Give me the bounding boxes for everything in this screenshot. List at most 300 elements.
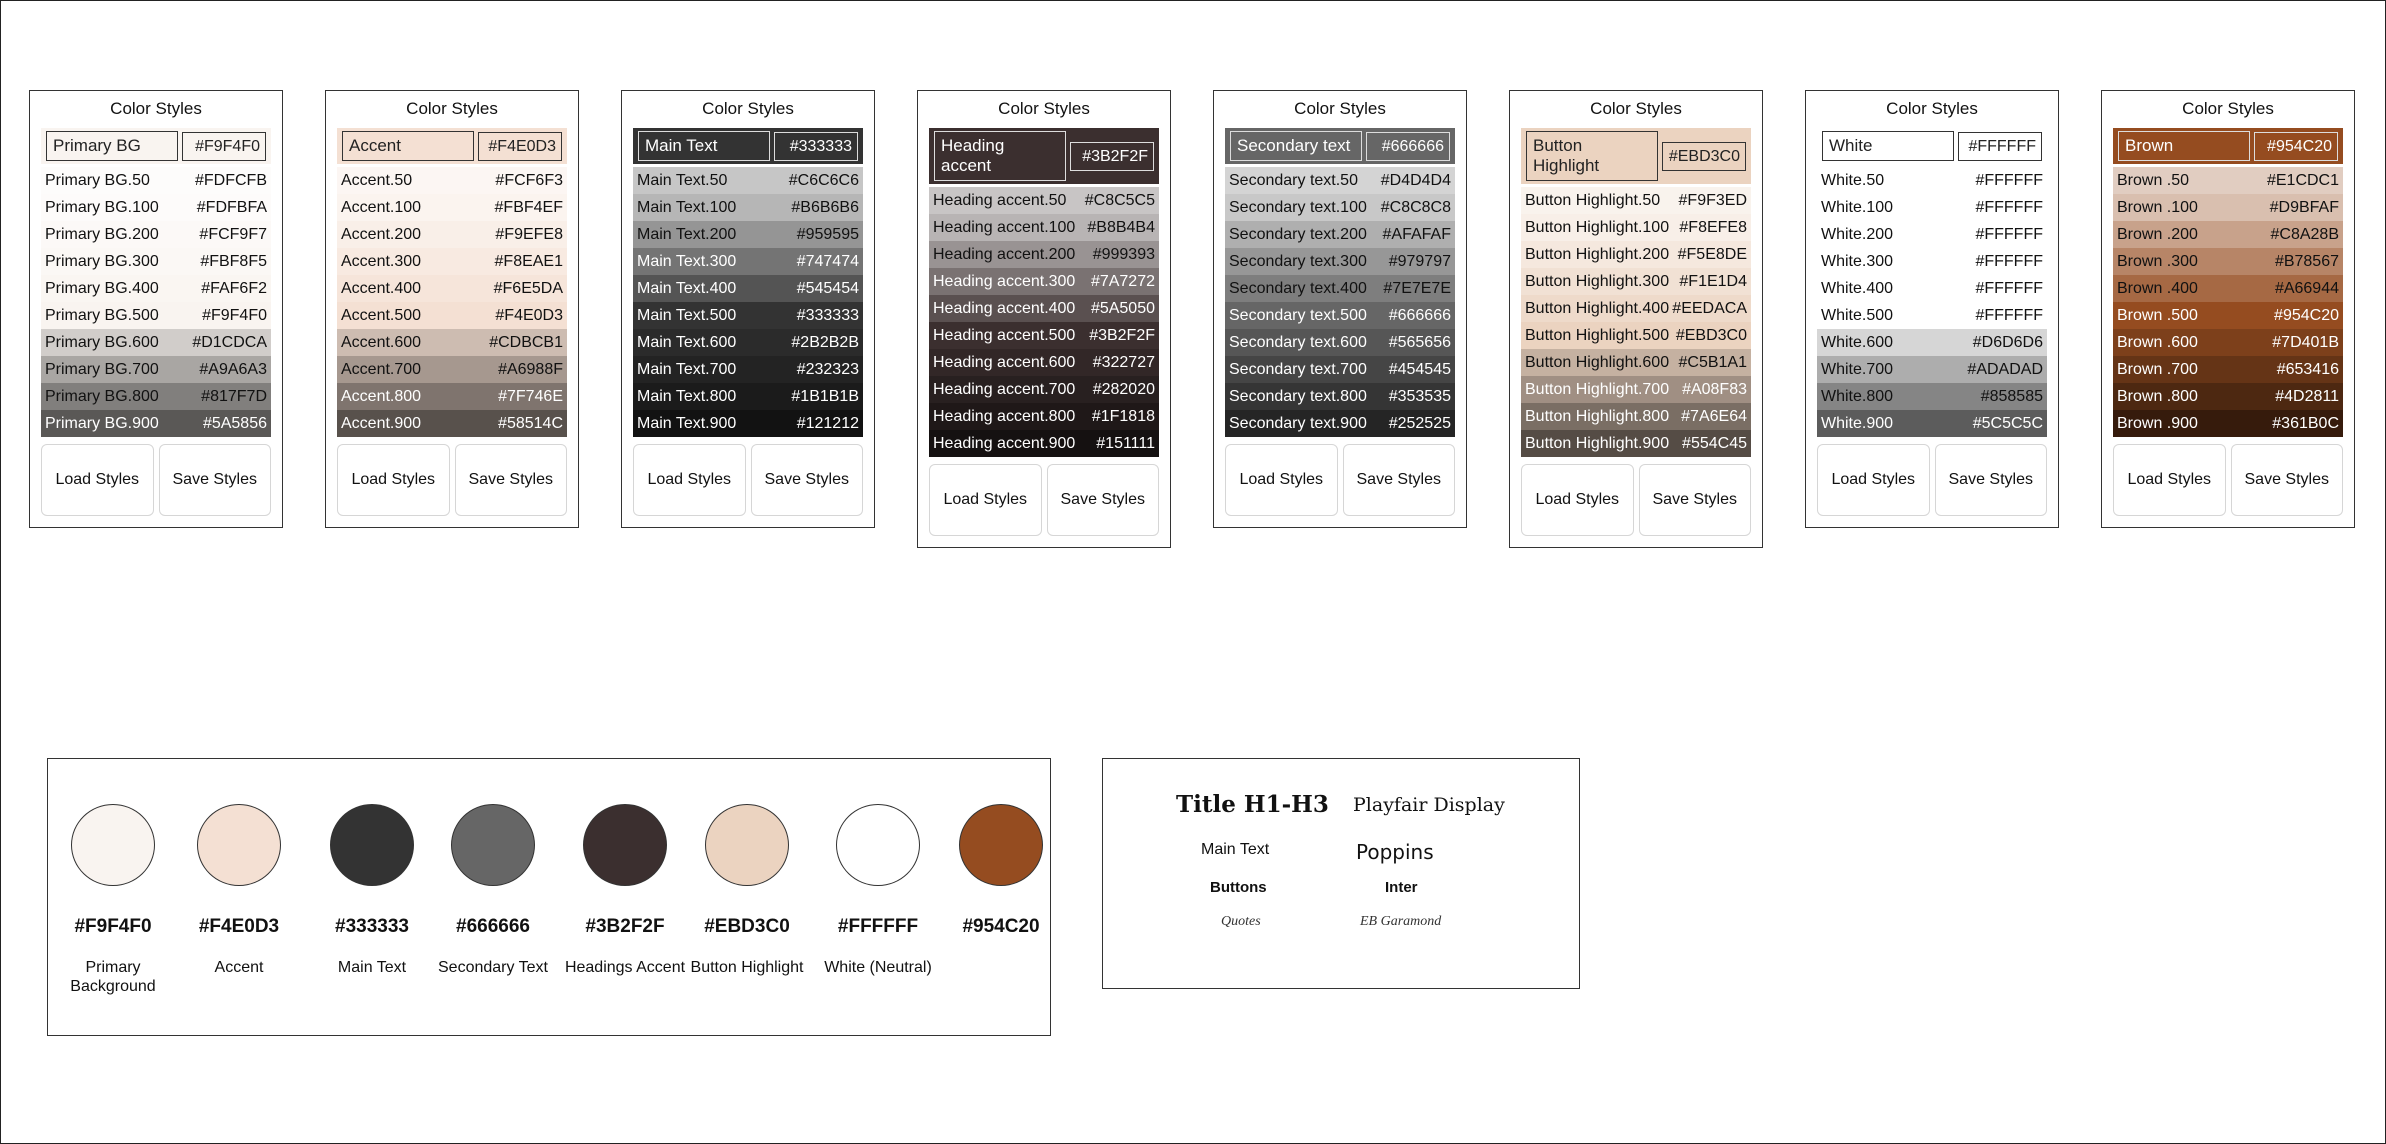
swatch-circle xyxy=(959,804,1043,886)
shade-name: Heading accent.50 xyxy=(933,192,1067,209)
shade-row xyxy=(929,214,1159,241)
shade-row xyxy=(337,194,567,221)
shade-hex: #817F7D xyxy=(201,388,267,405)
shade-name: White.100 xyxy=(1821,199,1894,216)
shade-hex: #FFFFFF xyxy=(1975,199,2043,216)
swatch-hex: #666666 xyxy=(456,916,530,937)
panel-title: Color Styles xyxy=(406,99,498,118)
base-color-row[interactable] xyxy=(1225,128,1455,164)
shade-name: Primary BG.500 xyxy=(45,307,159,324)
shade-name: White.300 xyxy=(1821,253,1894,270)
shade-name: Brown .700 xyxy=(2117,361,2198,378)
shade-row xyxy=(337,383,567,410)
color-styles-panel xyxy=(325,90,579,528)
shade-row xyxy=(929,376,1159,403)
shade-hex: #F9EFE8 xyxy=(495,226,563,243)
shade-name: Heading accent.500 xyxy=(933,327,1076,344)
shade-hex: #E1CDC1 xyxy=(2266,172,2339,189)
swatch-circle xyxy=(451,804,535,886)
shade-hex: #D9BFAF xyxy=(2269,199,2339,216)
panel-actions xyxy=(1225,444,1455,516)
base-color-name[interactable]: Heading accent xyxy=(934,131,1066,181)
shade-hex: #F9F4F0 xyxy=(202,307,267,324)
shade-name: Heading accent.400 xyxy=(933,300,1076,317)
shade-hex: #F1E1D4 xyxy=(1679,273,1747,290)
shade-name: Accent.200 xyxy=(341,226,422,243)
shade-hex: #7E7E7E xyxy=(1383,280,1451,297)
shade-row xyxy=(1225,356,1455,383)
shade-row xyxy=(1521,376,1751,403)
shade-hex: #F4E0D3 xyxy=(495,307,563,324)
shade-name: Brown .400 xyxy=(2117,280,2198,297)
shade-row xyxy=(2113,302,2343,329)
shade-hex: #361B0C xyxy=(2272,415,2339,432)
save-styles-button[interactable]: Save Styles xyxy=(1343,444,1456,516)
base-color-row[interactable] xyxy=(2113,128,2343,164)
color-styles-panel xyxy=(29,90,283,528)
shade-hex: #FDFCFB xyxy=(195,172,267,189)
shade-hex: #322727 xyxy=(1092,354,1155,371)
base-color-hex[interactable]: #954C20 xyxy=(2254,132,2338,161)
title-font-name: Playfair Display xyxy=(1353,794,1505,816)
shade-row xyxy=(41,275,271,302)
shade-row xyxy=(1225,221,1455,248)
shade-name: Main Text.900 xyxy=(637,415,737,432)
save-styles-button[interactable]: Save Styles xyxy=(2231,444,2344,516)
shade-name: Brown .800 xyxy=(2117,388,2198,405)
shade-name: Button Highlight.500 xyxy=(1525,327,1670,344)
swatch-label: White (Neutral) xyxy=(824,959,932,976)
color-swatch xyxy=(428,759,558,977)
shade-name: Accent.700 xyxy=(341,361,422,378)
shade-name: Heading accent.100 xyxy=(933,219,1076,236)
base-color-hex[interactable]: #3B2F2F xyxy=(1070,142,1154,171)
shade-hex: #58514C xyxy=(498,415,563,432)
shade-hex: #979797 xyxy=(1388,253,1451,270)
shade-hex: #7D401B xyxy=(2272,334,2339,351)
load-styles-button[interactable]: Load Styles xyxy=(2113,444,2226,516)
panel-actions xyxy=(1521,464,1751,536)
shade-row xyxy=(1521,349,1751,376)
shade-row xyxy=(1225,383,1455,410)
shade-name: Main Text.50 xyxy=(637,172,728,189)
swatch-hex: #FFFFFF xyxy=(837,916,919,937)
swatch-label: Accent xyxy=(214,959,264,976)
shade-hex: #1F1818 xyxy=(1091,408,1155,425)
shade-row xyxy=(1521,430,1751,457)
shade-row xyxy=(2113,410,2343,437)
color-swatch xyxy=(307,759,437,977)
shade-name: Accent.800 xyxy=(341,388,422,405)
swatch-label: Main Text xyxy=(337,959,407,976)
base-color-name[interactable]: Accent xyxy=(342,131,474,161)
color-swatch xyxy=(48,759,178,996)
shade-row xyxy=(1817,167,2047,194)
shade-hex: #C5B1A1 xyxy=(1678,354,1747,371)
shade-name: White.900 xyxy=(1821,415,1894,432)
shade-hex: #D6D6D6 xyxy=(1972,334,2043,351)
base-color-row[interactable] xyxy=(929,128,1159,184)
shade-hex: #5A5856 xyxy=(202,415,267,432)
shade-hex: #FAF6F2 xyxy=(201,280,267,297)
base-color-hex[interactable]: #FFFFFF xyxy=(1958,132,2042,161)
shade-hex: #232323 xyxy=(796,361,859,378)
shade-name: Main Text.700 xyxy=(637,361,737,378)
shade-hex: #653416 xyxy=(2276,361,2339,378)
shade-hex: #ADADAD xyxy=(1967,361,2043,378)
shade-row xyxy=(633,356,863,383)
shade-row xyxy=(1521,241,1751,268)
shade-hex: #FFFFFF xyxy=(1975,172,2043,189)
shade-row xyxy=(337,329,567,356)
panel-title: Color Styles xyxy=(998,99,1090,118)
base-color-name[interactable]: Primary BG xyxy=(46,131,178,161)
shade-name: Secondary text.100 xyxy=(1229,199,1367,216)
shade-name: Brown .600 xyxy=(2117,334,2198,351)
shade-name: Primary BG.50 xyxy=(45,172,150,189)
shade-row xyxy=(1225,248,1455,275)
shade-row xyxy=(2113,167,2343,194)
shade-hex: #FCF9F7 xyxy=(199,226,267,243)
buttons-font-name: Inter xyxy=(1385,879,1418,896)
shade-hex: #FFFFFF xyxy=(1975,226,2043,243)
color-styles-panel xyxy=(2101,90,2355,528)
panel-actions xyxy=(633,444,863,516)
shade-hex: #D1CDCA xyxy=(192,334,267,351)
shade-name: Button Highlight.100 xyxy=(1525,219,1670,236)
shade-hex: #FBF4EF xyxy=(494,199,563,216)
shade-name: Primary BG.600 xyxy=(45,334,159,351)
shade-row xyxy=(41,383,271,410)
shade-hex: #545454 xyxy=(796,280,859,297)
shade-name: Secondary text.700 xyxy=(1229,361,1367,378)
swatch-circle xyxy=(71,804,155,886)
shade-name: Secondary text.600 xyxy=(1229,334,1367,351)
shade-row xyxy=(633,383,863,410)
shade-row xyxy=(1817,410,2047,437)
color-styles-panel xyxy=(917,90,1171,548)
base-color-row[interactable] xyxy=(41,128,271,164)
quotes-label: Quotes xyxy=(1221,914,1261,929)
swatch-label: Button Highlight xyxy=(690,959,804,976)
shade-row xyxy=(929,268,1159,295)
shade-row xyxy=(633,221,863,248)
base-color-name[interactable]: Button Highlight xyxy=(1526,131,1658,181)
shade-row xyxy=(41,248,271,275)
shade-hex: #AFAFAF xyxy=(1382,226,1451,243)
base-color-row[interactable] xyxy=(337,128,567,164)
panel-actions xyxy=(929,464,1159,536)
base-color-hex[interactable]: #666666 xyxy=(1366,132,1450,161)
shade-name: Heading accent.300 xyxy=(933,273,1076,290)
shade-name: Primary BG.100 xyxy=(45,199,159,216)
base-color-hex[interactable]: #333333 xyxy=(774,132,858,161)
swatch-hex: #F4E0D3 xyxy=(198,916,280,937)
shade-name: Button Highlight.800 xyxy=(1525,408,1670,425)
shade-name: Brown .900 xyxy=(2117,415,2198,432)
shade-row xyxy=(41,167,271,194)
base-color-hex[interactable]: #EBD3C0 xyxy=(1662,142,1746,171)
shade-row xyxy=(1817,194,2047,221)
color-swatch xyxy=(560,759,690,977)
shade-row xyxy=(633,167,863,194)
base-color-name[interactable]: Brown xyxy=(2118,131,2250,161)
base-color-name[interactable]: Main Text xyxy=(638,131,770,161)
shade-name: Accent.900 xyxy=(341,415,422,432)
swatch-hex: #333333 xyxy=(335,916,409,937)
shade-hex: #CDBCB1 xyxy=(489,334,563,351)
load-styles-button[interactable]: Load Styles xyxy=(1817,444,1930,516)
shade-row xyxy=(1225,194,1455,221)
save-styles-button[interactable]: Save Styles xyxy=(1935,444,2048,516)
shade-name: White.600 xyxy=(1821,334,1894,351)
shade-row xyxy=(929,295,1159,322)
shade-hex: #F8EFE8 xyxy=(1679,219,1747,236)
save-styles-button[interactable]: Save Styles xyxy=(455,444,568,516)
color-swatch xyxy=(682,759,812,977)
panel-actions xyxy=(41,444,271,516)
shade-hex: #151111 xyxy=(1096,435,1155,452)
shade-hex: #282020 xyxy=(1092,381,1155,398)
load-styles-button[interactable]: Load Styles xyxy=(633,444,746,516)
panel-title: Color Styles xyxy=(1294,99,1386,118)
shade-row xyxy=(929,430,1159,457)
shade-hex: #EBD3C0 xyxy=(1675,327,1747,344)
shade-name: Brown .500 xyxy=(2117,307,2198,324)
shade-row xyxy=(1225,302,1455,329)
shade-row xyxy=(337,356,567,383)
shade-name: Heading accent.900 xyxy=(933,435,1076,452)
shade-hex: #F9F3ED xyxy=(1678,192,1747,209)
shade-hex: #954C20 xyxy=(2274,307,2339,324)
shade-name: Main Text.300 xyxy=(637,253,737,270)
shade-row xyxy=(1817,383,2047,410)
color-swatch xyxy=(936,759,1066,958)
shade-row xyxy=(1817,248,2047,275)
shade-row xyxy=(929,403,1159,430)
title-h1-h3-label: Title H1-H3 xyxy=(1176,791,1329,818)
shade-hex: #333333 xyxy=(796,307,859,324)
panel-actions xyxy=(2113,444,2343,516)
shade-row xyxy=(929,187,1159,214)
shade-row xyxy=(929,349,1159,376)
shade-name: White.400 xyxy=(1821,280,1894,297)
shade-hex: #FBF8F5 xyxy=(200,253,267,270)
main-text-label: Main Text xyxy=(1201,841,1270,858)
shade-row xyxy=(633,410,863,437)
panel-title: Color Styles xyxy=(702,99,794,118)
load-styles-button[interactable]: Load Styles xyxy=(1521,464,1634,536)
shade-row xyxy=(337,275,567,302)
base-color-row[interactable] xyxy=(633,128,863,164)
base-color-hex[interactable]: #F9F4F0 xyxy=(182,132,266,161)
shade-row xyxy=(2113,248,2343,275)
swatch-label: Primary Background xyxy=(70,959,156,995)
color-styles-panel xyxy=(621,90,875,528)
shade-name: Secondary text.200 xyxy=(1229,226,1367,243)
shade-row xyxy=(337,302,567,329)
load-styles-button[interactable]: Load Styles xyxy=(929,464,1042,536)
shade-hex: #F5E8DE xyxy=(1677,246,1747,263)
save-styles-button[interactable]: Save Styles xyxy=(1639,464,1752,536)
shade-name: White.200 xyxy=(1821,226,1894,243)
load-styles-button[interactable]: Load Styles xyxy=(41,444,154,516)
shade-name: White.50 xyxy=(1821,172,1885,189)
shade-hex: #FDFBFA xyxy=(196,199,267,216)
load-styles-button[interactable]: Load Styles xyxy=(1225,444,1338,516)
swatch-hex: #EBD3C0 xyxy=(704,916,790,937)
shade-name: White.500 xyxy=(1821,307,1894,324)
shade-row xyxy=(1225,167,1455,194)
shade-row xyxy=(1521,268,1751,295)
color-swatch xyxy=(813,759,943,977)
panel-title: Color Styles xyxy=(1886,99,1978,118)
panel-title: Color Styles xyxy=(2182,99,2274,118)
shade-name: Main Text.200 xyxy=(637,226,737,243)
swatch-label: Secondary Text xyxy=(438,959,548,976)
swatch-hex: #954C20 xyxy=(962,916,1040,937)
shade-row xyxy=(1521,187,1751,214)
shade-hex: #999393 xyxy=(1092,246,1155,263)
save-styles-button[interactable]: Save Styles xyxy=(751,444,864,516)
shade-name: Main Text.500 xyxy=(637,307,737,324)
shade-hex: #666666 xyxy=(1388,307,1451,324)
shade-name: Heading accent.700 xyxy=(933,381,1076,398)
shade-hex: #4D2811 xyxy=(2275,388,2339,405)
shade-name: Brown .50 xyxy=(2117,172,2190,189)
base-color-row[interactable] xyxy=(1817,128,2047,164)
shade-hex: #858585 xyxy=(1980,388,2043,405)
shade-row xyxy=(1225,275,1455,302)
shade-hex: #C6C6C6 xyxy=(788,172,859,189)
shade-row xyxy=(1817,329,2047,356)
shade-hex: #1B1B1B xyxy=(791,388,859,405)
shade-name: White.700 xyxy=(1821,361,1894,378)
shade-hex: #C8A28B xyxy=(2270,226,2339,243)
shade-name: Primary BG.200 xyxy=(45,226,159,243)
panel-actions xyxy=(337,444,567,516)
shade-name: Brown .300 xyxy=(2117,253,2198,270)
shade-hex: #FFFFFF xyxy=(1975,280,2043,297)
swatch-summary xyxy=(47,758,1051,1036)
shade-name: Accent.300 xyxy=(341,253,422,270)
shade-hex: #747474 xyxy=(796,253,859,270)
shade-row xyxy=(1817,275,2047,302)
shade-row xyxy=(633,248,863,275)
shade-hex: #D4D4D4 xyxy=(1380,172,1451,189)
shade-row xyxy=(2113,275,2343,302)
shade-name: Secondary text.400 xyxy=(1229,280,1367,297)
main-text-font-name: Poppins xyxy=(1356,840,1434,864)
shade-name: Accent.50 xyxy=(341,172,413,189)
swatch-label: Headings Accent xyxy=(564,959,686,976)
shade-hex: #A6988F xyxy=(498,361,563,378)
shade-row xyxy=(1521,214,1751,241)
shade-hex: #554C45 xyxy=(1682,435,1747,452)
swatch-circle xyxy=(836,804,920,886)
shade-name: Brown .200 xyxy=(2117,226,2198,243)
shade-name: Accent.600 xyxy=(341,334,422,351)
color-swatch xyxy=(174,759,304,977)
swatch-hex: #F9F4F0 xyxy=(74,916,152,937)
shade-name: Button Highlight.200 xyxy=(1525,246,1670,263)
shade-name: Button Highlight.900 xyxy=(1525,435,1670,452)
shade-hex: #B78567 xyxy=(2274,253,2339,270)
shade-name: Button Highlight.300 xyxy=(1525,273,1670,290)
panel-title: Color Styles xyxy=(1590,99,1682,118)
shade-name: Secondary text.900 xyxy=(1229,415,1367,432)
shade-name: White.800 xyxy=(1821,388,1894,405)
base-color-row[interactable] xyxy=(1521,128,1751,184)
shade-hex: #F8EAE1 xyxy=(494,253,563,270)
shade-name: Main Text.100 xyxy=(637,199,737,216)
shade-name: Button Highlight.400 xyxy=(1525,300,1670,317)
shade-hex: #A66944 xyxy=(2274,280,2339,297)
shade-name: Secondary text.500 xyxy=(1229,307,1367,324)
color-styles-panel xyxy=(1805,90,2059,528)
shade-name: Secondary text.800 xyxy=(1229,388,1367,405)
shade-row xyxy=(633,302,863,329)
base-color-name[interactable]: White xyxy=(1822,131,1954,161)
shade-hex: #2B2B2B xyxy=(791,334,859,351)
shade-row xyxy=(2113,356,2343,383)
shade-hex: #FFFFFF xyxy=(1975,253,2043,270)
shade-hex: #252525 xyxy=(1388,415,1451,432)
shade-name: Primary BG.300 xyxy=(45,253,159,270)
color-styles-panel xyxy=(1509,90,1763,548)
shade-name: Heading accent.800 xyxy=(933,408,1076,425)
shade-row xyxy=(633,275,863,302)
shade-row xyxy=(2113,329,2343,356)
shade-hex: #A9A6A3 xyxy=(199,361,267,378)
shade-hex: #C8C8C8 xyxy=(1380,199,1451,216)
base-color-hex[interactable]: #F4E0D3 xyxy=(478,132,562,161)
shade-hex: #454545 xyxy=(1388,361,1451,378)
shade-name: Primary BG.800 xyxy=(45,388,159,405)
shade-hex: #565656 xyxy=(1388,334,1451,351)
swatch-circle xyxy=(330,804,414,886)
shade-hex: #FCF6F3 xyxy=(495,172,563,189)
panel-title: Color Styles xyxy=(110,99,202,118)
shade-row xyxy=(2113,194,2343,221)
quotes-font-name: EB Garamond xyxy=(1360,914,1442,929)
shade-hex: #7A6E64 xyxy=(1681,408,1747,425)
save-styles-button[interactable]: Save Styles xyxy=(1047,464,1160,536)
shade-row xyxy=(41,194,271,221)
base-color-name[interactable]: Secondary text xyxy=(1230,131,1362,161)
swatch-circle xyxy=(705,804,789,886)
save-styles-button[interactable]: Save Styles xyxy=(159,444,272,516)
shade-hex: #5A5050 xyxy=(1090,300,1155,317)
color-styles-panel xyxy=(1213,90,1467,528)
swatch-hex: #3B2F2F xyxy=(585,916,665,937)
shade-name: Brown .100 xyxy=(2117,199,2198,216)
load-styles-button[interactable]: Load Styles xyxy=(337,444,450,516)
shade-row xyxy=(1817,356,2047,383)
shade-name: Accent.100 xyxy=(341,199,422,216)
shade-hex: #7A7272 xyxy=(1090,273,1155,290)
shade-hex: #B6B6B6 xyxy=(791,199,859,216)
shade-row xyxy=(929,322,1159,349)
shade-name: Accent.500 xyxy=(341,307,422,324)
shade-row xyxy=(41,410,271,437)
shade-name: Main Text.400 xyxy=(637,280,737,297)
shade-name: Main Text.600 xyxy=(637,334,737,351)
shade-row xyxy=(1521,295,1751,322)
shade-row xyxy=(1817,221,2047,248)
shade-row xyxy=(337,221,567,248)
shade-hex: #3B2F2F xyxy=(1089,327,1155,344)
